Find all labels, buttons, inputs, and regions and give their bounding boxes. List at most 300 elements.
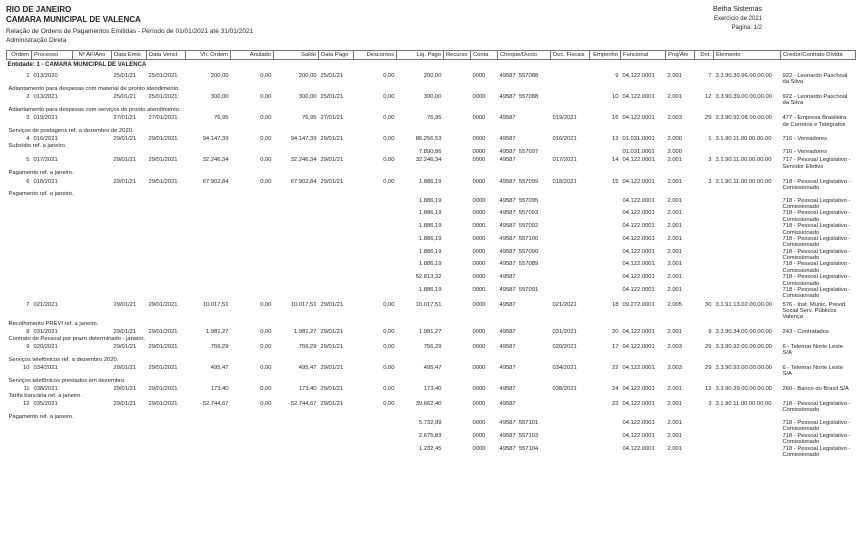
cell-vlr-ordem: 10.017,51 [202,301,229,308]
payment-order-row [7,327,856,335]
cell-data-pago: 29/01/21 [320,178,344,185]
order-description: Contrato de Pessoal por prazo determinado - janeiro. [8,335,146,342]
cell-anulado [231,446,274,459]
cell-funcional: 04.122.0001 [622,261,655,268]
cell-proj-atv: 2.001 [667,94,683,101]
cell-saldo [274,223,319,236]
cell-data-emis: 29/01/21 [113,136,137,143]
cell-processo: 031/2021 [33,329,58,336]
cell-empenho: 14 [612,157,619,164]
report-header-right [713,5,762,33]
cell-recurso [444,71,471,86]
cell-dot: 12 [705,94,712,101]
cell-descontos: 0,00 [383,115,395,122]
cell-descontos: 0,00 [383,178,395,185]
cell-data-emis [112,198,147,211]
cell-processo [32,210,73,223]
cell-processo [32,249,73,262]
cell-credor-contrato-d-vida: 477 - Empresa Brasileira de Correios e Telégrafos [782,115,848,128]
cell-saldo [274,261,319,274]
cell-descontos: 0,00 [383,157,395,164]
cell-elemento [714,420,781,433]
cell-data-venct [147,261,186,274]
administration-type: Administração Direta [6,36,67,44]
cell-elemento: 3.1.91.13.02.00.00.00 [715,301,772,308]
cell-credor-contrato-d-vida: 718 - Pessoal Legislativo - Comissionado [782,235,853,249]
column-header-ordem: Ordem [7,50,32,59]
cell-data-pago [319,274,354,287]
column-header-funcional: Funcional [621,50,666,59]
cell-processo [32,287,73,300]
cell-liq-pago: 86.256,53 [415,136,442,143]
payment-sub-row [7,287,856,300]
cell-vlr-ordem: 94.147,39 [202,136,229,143]
cell-proj-atv: 2.001 [667,329,683,336]
cell-processo [32,433,73,446]
cell-saldo: 94.147,39 [290,136,317,143]
cell-data-emis [112,420,147,433]
cell-vlr-ordem: 1.981,27 [205,329,229,336]
cell-saldo: 200,00 [298,72,317,79]
cell-elemento [714,261,781,274]
column-header-elemento: Elemento [714,50,781,59]
cell-credor-contrato-d-vida: 718 - Pessoal Legislativo - Comissionado [782,274,853,287]
cell-saldo [274,446,319,459]
cell-recurso [444,399,471,414]
cell-elemento [714,236,781,249]
column-header-proj-atv: Proj/Atv [666,50,695,59]
cell-saldo [274,274,319,287]
cell-anulado [231,433,274,446]
cell-processo: 034/2021 [33,365,58,372]
cell-descontos: 0,00 [383,386,395,393]
cell-data-pago: 25/01/21 [320,94,344,101]
cell-vlr-ordem: 756,29 [210,343,229,350]
cell-cheque-docto: 49587 557093 [499,210,539,217]
cell-vlr-ordem [186,198,231,211]
cell-n-af-ano [73,274,112,287]
cell-ordem: 4 [26,136,30,143]
cell-doc-fiscais [551,274,590,287]
cell-vlr-ordem: 32.246,34 [202,157,229,164]
cell-n-af-ano [73,342,112,357]
cell-descontos [354,223,397,236]
cell-conta: 0000 [472,386,486,393]
cell-ordem: 2 [26,94,30,101]
cell-empenho [590,236,621,249]
cell-processo [32,261,73,274]
cell-data-pago: 27/01/21 [320,115,344,122]
cell-ordem: 9 [26,343,30,350]
cell-data-emis [112,210,147,223]
cell-anulado [231,261,274,274]
cell-dot [695,446,714,459]
cell-recurso [444,134,471,142]
cell-funcional: 04.122.0001 [622,210,655,217]
cell-recurso [444,261,471,274]
cell-data-pago: 29/01/21 [320,365,344,372]
payment-sub-row [7,236,856,249]
cell-empenho: 13 [612,136,619,143]
cell-dot [695,274,714,287]
cell-saldo [274,198,319,211]
cell-cheque-docto: 49587 557100 [499,235,539,242]
cell-conta: 0000 [472,149,486,156]
payment-sub-row [7,198,856,211]
cell-credor-contrato-d-vida: 718 - Pessoal Legislativo - Comissionado [782,261,853,274]
cell-funcional: 04.122.0001 [622,343,655,350]
cell-data-pago: 29/01/21 [320,400,344,407]
cell-dot [695,223,714,236]
cell-data-emis [112,236,147,249]
cell-conta: 0000 [472,178,486,185]
cell-saldo: 76,95 [301,115,317,122]
cell-saldo [274,236,319,249]
cell-dot [695,249,714,262]
cell-conta: 0000 [472,197,486,204]
cell-elemento: 3.1.90.11.00.00.00.00 [715,400,772,407]
order-description: Serviços telefônicos prestados em dezembro. [8,377,126,384]
report-title: Relação de Ordens de Pagamentos Emitidas - Período de 01/01/2021 até 31/01/2021 [6,27,254,35]
cell-credor-contrato-d-vida: 718 - Pessoal Legislativo - Comissionado [782,420,853,433]
entity-name: CAMARA MUNICIPAL DE VALENCA [6,15,141,25]
cell-credor-contrato-d-vida: 243 - Contratados [782,329,829,336]
cell-cheque-docto: 49587 [499,365,516,372]
cell-processo: 017/2021 [33,157,58,164]
cell-vlr-ordem [186,274,231,287]
cell-empenho [590,420,621,433]
cell-ordem [7,236,32,249]
cell-proj-atv: 2.003 [667,365,683,372]
cell-conta: 0000 [472,72,486,79]
cell-recurso [444,446,471,459]
cell-elemento: 3.1.90.11.00.00.00.00 [715,178,772,185]
cell-doc-fiscais: 017/2021 [552,157,577,164]
report-header [6,5,762,45]
cell-vlr-ordem: 173,40 [210,386,229,393]
cell-vlr-ordem: 52.744,67 [202,400,229,407]
cell-saldo: 173,40 [298,386,317,393]
payment-order-row [7,399,856,414]
payment-order-row [7,384,856,392]
cell-elemento: 3.3.90.30.96.00.00.00 [715,72,772,79]
cell-data-pago: 29/01/21 [320,136,344,143]
cell-credor-contrato-d-vida: 718 - Pessoal Legislativo - Comissionado [782,248,853,262]
cell-doc-fiscais: 019/2021 [552,115,577,122]
cell-dot [695,287,714,300]
cell-proj-atv: 2.001 [667,286,683,293]
cell-conta: 0000 [472,400,486,407]
cell-saldo: 52.744,67 [290,400,317,407]
cell-vlr-ordem [186,249,231,262]
cell-dot: 3 [708,157,712,164]
cell-funcional: 04.122.0001 [622,248,655,255]
cell-processo: 021/2021 [33,301,58,308]
column-header-anulado: Anulado [231,50,274,59]
cell-vlr-ordem: 200,00 [210,72,229,79]
cell-n-af-ano [73,300,112,321]
cell-recurso [444,287,471,300]
cell-ordem [7,433,32,446]
cell-anulado: 0,00 [260,72,272,79]
cell-saldo [274,249,319,262]
payment-sub-row [7,249,856,262]
payment-sub-row [7,446,856,459]
cell-dot: 29 [705,365,712,372]
cell-empenho: 24 [612,386,619,393]
cell-conta: 0000 [472,94,486,101]
cell-funcional: 04.122.0001 [622,432,655,439]
cell-recurso [444,236,471,249]
payment-sub-row [7,261,856,274]
cell-liq-pago: 1.886,19 [418,235,442,242]
cell-cheque-docto: 49587 557091 [499,286,539,293]
cell-doc-fiscais: 031/2021 [552,329,577,336]
cell-data-pago [319,446,354,459]
cell-doc-fiscais: 021/2021 [552,301,577,308]
cell-data-emis [112,287,147,300]
order-description: Serviços de postagens ref. a dezembro de 2020. [8,127,134,134]
cell-cheque-docto: 49587 557103 [499,432,539,439]
cell-processo [32,223,73,236]
cell-dot: 12 [705,386,712,393]
cell-recurso [444,198,471,211]
cell-descontos [354,261,397,274]
cell-ordem: 3 [26,115,30,122]
payment-order-row [7,363,856,378]
cell-ordem [7,287,32,300]
cell-n-af-ano [73,210,112,223]
cell-doc-fiscais [551,236,590,249]
cell-n-af-ano [73,198,112,211]
cell-empenho [590,274,621,287]
cell-processo: 019/2021 [33,115,58,122]
cell-cheque-docto: 49587 [499,386,516,393]
cell-proj-atv: 2.001 [667,274,683,281]
cell-dot: 3 [708,400,712,407]
cell-data-pago: 29/01/21 [320,386,344,393]
cell-doc-fiscais [551,249,590,262]
cell-funcional: 04.122.0001 [622,329,655,336]
cell-funcional: 04.122.0001 [622,223,655,230]
cell-vlr-ordem: 495,47 [210,365,229,372]
cell-liq-pago: 200,00 [423,72,442,79]
cell-proj-atv: 2.001 [667,72,683,79]
cell-credor-contrato-d-vida: 716 - Vereadores [782,149,827,156]
cell-empenho: 20 [612,329,619,336]
cell-liq-pago: 7.890,86 [418,149,442,156]
cell-elemento: 3.3.90.39.00.00.00.00 [715,386,772,393]
cell-doc-fiscais [551,92,590,107]
cell-elemento [714,433,781,446]
cell-descontos: 0,00 [383,400,395,407]
cell-n-af-ano [73,249,112,262]
cell-data-venct: 29/01/2021 [148,343,178,350]
payment-sub-row [7,433,856,446]
cell-funcional: 04.122.0001 [622,72,655,79]
cell-proj-atv: 2.001 [667,210,683,217]
cell-descontos [354,446,397,459]
cell-cheque-docto: 49587 557099 [499,178,539,185]
cell-doc-fiscais [551,261,590,274]
cell-funcional: 04.122.0001 [622,445,655,452]
cell-liq-pago: 52.813,32 [415,274,442,281]
cell-n-af-ano [73,223,112,236]
cell-funcional: 04.122.0001 [622,420,655,427]
cell-vlr-ordem [186,433,231,446]
cell-recurso [444,300,471,321]
cell-elemento [714,198,781,211]
cell-liq-pago: 1.886,19 [418,248,442,255]
cell-elemento [714,223,781,236]
cell-saldo [274,433,319,446]
order-description: Pagamento ref. a janeiro. [8,170,74,177]
cell-processo [32,420,73,433]
cell-data-pago [319,287,354,300]
cell-anulado [231,274,274,287]
cell-funcional: 09.272.0001 [622,301,655,308]
cell-data-venct: 25/01/2021 [148,94,178,101]
cell-conta: 0000 [472,157,486,164]
cell-n-af-ano [73,71,112,86]
cell-processo [32,198,73,211]
cell-cheque-docto: 49587 [499,343,516,350]
cell-anulado: 0,00 [260,178,272,185]
cell-empenho [590,287,621,300]
cell-conta: 0000 [472,445,486,452]
cell-empenho [590,198,621,211]
cell-ordem [7,249,32,262]
column-header-cheque-docto: Cheque/Docto [498,50,551,59]
cell-empenho: 23 [612,400,619,407]
cell-anulado: 0,00 [260,136,272,143]
cell-liq-pago: 1.886,19 [418,197,442,204]
cell-n-af-ano [73,155,112,170]
cell-cheque-docto: 49587 557088 [499,72,539,79]
payment-order-row [7,342,856,357]
cell-elemento: 3.3.90.92.00.00.00.00 [715,365,772,372]
cell-empenho: 18 [612,301,619,308]
cell-vlr-ordem [186,223,231,236]
cell-processo: 013/2021 [33,94,58,101]
cell-anulado [231,249,274,262]
cell-dot [695,198,714,211]
cell-proj-atv: 2.001 [667,235,683,242]
cell-liq-pago: 2.675,83 [418,432,442,439]
cell-liq-pago: 1.981,27 [418,329,442,336]
cell-vlr-ordem [186,420,231,433]
cell-data-emis [112,261,147,274]
cell-doc-fiscais [551,399,590,414]
cell-elemento: 3.3.90.39.00.00.00.00 [715,94,772,101]
cell-descontos: 0,00 [383,329,395,336]
cell-data-venct [147,446,186,459]
cell-dot: 3 [708,178,712,185]
cell-recurso [444,177,471,192]
exercise-label: Exercício de 2021 [713,15,762,22]
cell-funcional: 04.122.0001 [622,286,655,293]
cell-descontos: 0,00 [383,136,395,143]
cell-empenho: 17 [612,343,619,350]
cell-credor-contrato-d-vida: 718 - Pessoal Legislativo - Comissionado [782,178,853,191]
cell-conta: 0000 [472,365,486,372]
cell-liq-pago: 1.886,19 [418,261,442,268]
cell-descontos [354,236,397,249]
cell-empenho: 22 [612,365,619,372]
cell-n-af-ano [73,384,112,392]
cell-liq-pago: 1.232,45 [418,445,442,452]
cell-saldo: 67.902,84 [290,178,317,185]
order-description: Pagamento ref. a janeiro. [8,191,74,198]
cell-dot [695,261,714,274]
column-header-descontos: Descontos [354,50,397,59]
cell-recurso [444,92,471,107]
cell-data-emis: 29/01/21 [113,329,137,336]
payment-sub-row [7,420,856,433]
cell-n-af-ano [73,399,112,414]
cell-doc-fiscais: 016/2021 [552,136,577,143]
cell-descontos: 0,00 [383,72,395,79]
cell-ordem: 7 [26,301,30,308]
cell-saldo: 300,00 [298,94,317,101]
cell-data-venct [147,236,186,249]
cell-doc-fiscais [551,433,590,446]
cell-data-venct: 29/01/2021 [148,136,178,143]
column-header-saldo: Saldo [274,50,319,59]
cell-credor-contrato-d-vida: 6 - Telemar Norte Leste S/A [782,343,845,357]
cell-anulado [231,236,274,249]
cell-data-emis: 25/01/21 [113,94,137,101]
cell-data-venct [147,420,186,433]
cell-conta: 0000 [472,432,486,439]
cell-empenho [590,210,621,223]
cell-dot: 30 [705,301,712,308]
cell-data-venct: 25/01/2021 [148,72,178,79]
payment-order-row [7,155,856,170]
cell-data-emis: 29/01/21 [113,178,137,185]
cell-data-pago: 29/01/21 [320,157,344,164]
cell-elemento [714,274,781,287]
payment-order-row [7,134,856,142]
cell-data-emis: 27/01/21 [113,115,137,122]
cell-ordem [7,446,32,459]
cell-funcional: 04.122.0001 [622,235,655,242]
cell-data-pago [319,433,354,446]
cell-conta: 0000 [472,248,486,255]
cell-doc-fiscais: 034/2021 [552,365,577,372]
cell-doc-fiscais [551,223,590,236]
cell-elemento: 3.1.90.11.00.00.00.00 [715,136,772,143]
cell-descontos: 0,00 [383,301,395,308]
cell-elemento: 3.3.90.92.08.00.00.00 [715,115,772,122]
cell-credor-contrato-d-vida: 922 - Leonardo Paschoal da Silva [782,94,849,107]
cell-funcional: 04.122.0001 [622,274,655,281]
cell-anulado [231,198,274,211]
cell-cheque-docto: 49587 557088 [499,94,539,101]
cell-credor-contrato-d-vida: 718 - Pessoal Legislativo - Comissionado [782,210,853,223]
cell-funcional: 01.031.0001 [622,136,655,143]
cell-anulado: 0,00 [260,365,272,372]
cell-processo [32,274,73,287]
payment-sub-row [7,210,856,223]
cell-anulado: 0,00 [260,343,272,350]
order-description: Serviços telefônicos ref. a dezembro 2020. [8,356,119,363]
order-description: Pagamento ref. a janeiro. [8,413,74,420]
cell-ordem [7,198,32,211]
cell-doc-fiscais [551,287,590,300]
cell-cheque-docto: 49587 [499,301,516,308]
cell-processo: 020/2021 [33,343,58,350]
